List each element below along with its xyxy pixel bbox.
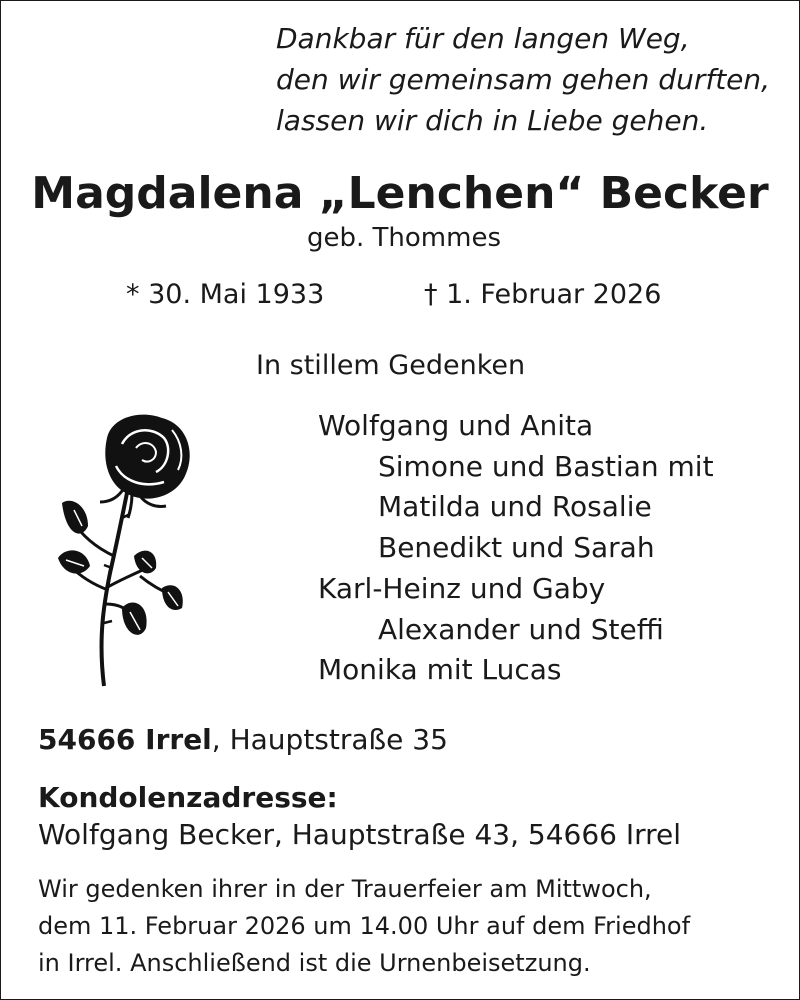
service-info (38, 871, 690, 982)
family-member: Monika mit Lucas (318, 653, 562, 687)
death-date: † 1. Februar 2026 (424, 279, 662, 310)
address-street: , Hauptstraße 35 (211, 723, 448, 756)
quote-line: Dankbar für den langen Weg, (276, 22, 690, 55)
service-line: in Irrel. Anschließend ist die Urnenbeisetzung. (38, 949, 591, 977)
home-address (38, 720, 448, 760)
family-member: Wolfgang und Anita (318, 409, 594, 442)
condolence-heading: Kondolenzadresse: (38, 781, 338, 814)
family-member: Benedikt und Sarah (378, 531, 655, 565)
birth-name: geb. Thommes (307, 223, 501, 253)
address-city: 54666 Irrel (38, 723, 212, 756)
service-line: Wir gedenken ihrer in der Trauerfeier am Mittwoch, (38, 875, 652, 903)
family-member: Simone und Bastian mit (378, 449, 714, 483)
family-list (318, 406, 714, 691)
service-line: dem 11. Februar 2026 um 14.00 Uhr auf dem Friedhof (38, 912, 691, 940)
quote-line: lassen wir dich in Liebe gehen. (276, 104, 709, 137)
memorial-quote (276, 18, 786, 141)
memory-line: In stillem Gedenken (256, 350, 526, 381)
rose-icon (52, 408, 192, 693)
family-member: Matilda und Rosalie (378, 490, 652, 524)
deceased-name: Magdalena „Lenchen“ Becker (31, 168, 769, 219)
birth-date: * 30. Mai 1933 (126, 279, 325, 310)
family-member: Alexander und Steffi (378, 612, 664, 646)
family-member: Karl-Heinz und Gaby (318, 571, 606, 605)
condolence-address: Wolfgang Becker, Hauptstraße 43, 54666 Irrel (38, 818, 682, 851)
quote-line: den wir gemeinsam gehen durften, (276, 63, 771, 96)
